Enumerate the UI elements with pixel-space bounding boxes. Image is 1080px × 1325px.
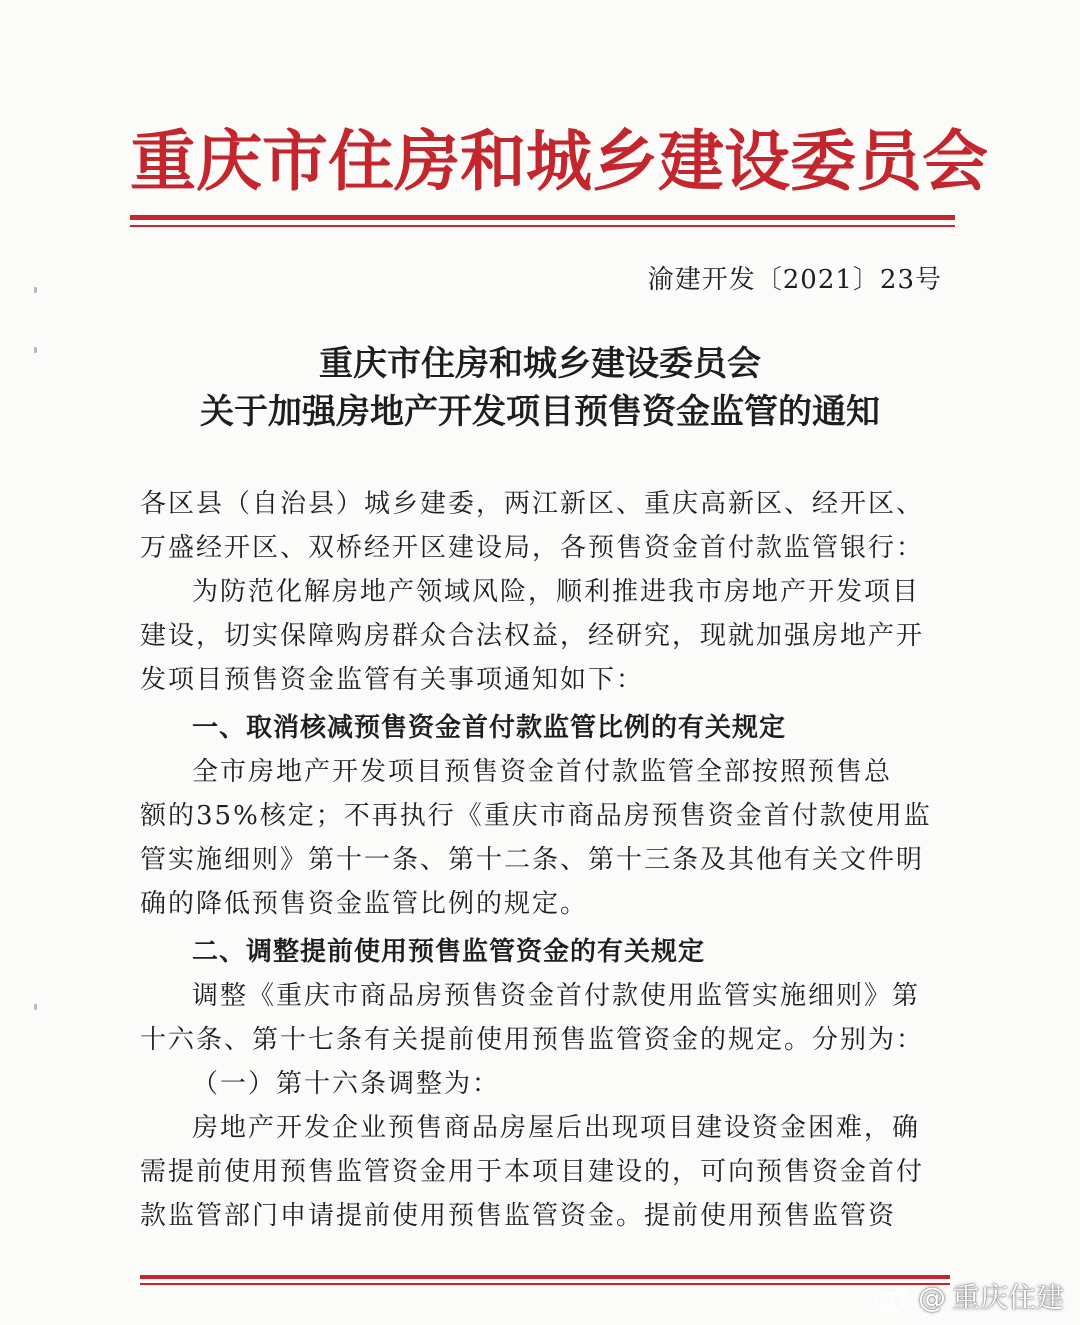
body-line: 各区县（自治县）城乡建委，两江新区、重庆高新区、经开区、 <box>140 489 925 519</box>
document-title-line-2: 关于加强房地产开发项目预售资金监管的通知 <box>200 392 880 432</box>
watermark-account: 重庆住建 <box>951 1281 1064 1314</box>
body-line: 发项目预售资金监管有关事项通知如下： <box>140 665 645 695</box>
body-line: （一）第十六条调整为： <box>192 1069 501 1099</box>
scan-mark <box>34 347 37 353</box>
body-line: 确的降低预售资金监管比例的规定。 <box>140 889 589 919</box>
footer-rule-thin <box>140 1283 950 1285</box>
body-line: 管实施细则》第十一条、第十二条、第十三条及其他有关文件明 <box>140 845 925 875</box>
scan-mark <box>34 1004 37 1010</box>
body-line: 调整《重庆市商品房预售资金首付款使用监管实施细则》第 <box>192 981 921 1011</box>
section-heading: 二、调整提前使用预售监管资金的有关规定 <box>192 937 706 967</box>
body-line: 十六条、第十七条有关提前使用预售监管资金的规定。分别为： <box>140 1025 925 1055</box>
body-line: 额的35%核定；不再执行《重庆市商品房预售资金首付款使用监 <box>140 801 932 831</box>
header-rule-thick <box>130 215 955 220</box>
weibo-icon <box>872 1283 912 1313</box>
body-line: 万盛经开区、双桥经开区建设局，各预售资金首付款监管银行： <box>140 533 925 563</box>
document-number: 渝建开发〔2021〕23号 <box>647 265 942 295</box>
body-line: 房地产开发企业预售商品房屋后出现项目建设资金困难，确 <box>192 1113 921 1143</box>
document-title-line-1: 重庆市住房和城乡建设委员会 <box>319 344 761 384</box>
weibo-watermark <box>872 1281 1064 1315</box>
body-line: 全市房地产开发项目预售资金首付款监管全部按照预售总 <box>192 757 893 787</box>
body-line: 建设，切实保障购房群众合法权益，经研究，现就加强房地产开 <box>140 621 925 651</box>
scan-mark <box>34 287 37 293</box>
document-body <box>140 482 950 1238</box>
header-rule-thin <box>130 225 955 227</box>
body-line: 需提前使用预售监管资金用于本项目建设的，可向预售资金首付 <box>140 1157 925 1187</box>
body-line: 为防范化解房地产领域风险，顺利推进我市房地产开发项目 <box>192 577 921 607</box>
agency-header: 重庆市住房和城乡建设委员会 <box>130 123 988 200</box>
section-heading: 一、取消核减预售资金首付款监管比例的有关规定 <box>192 713 787 743</box>
footer-rule-thick <box>140 1275 950 1279</box>
body-line: 款监管部门申请提前使用预售监管资金。提前使用预售监管资 <box>140 1201 897 1231</box>
watermark-at: @ <box>917 1281 946 1314</box>
document-title <box>130 340 950 436</box>
